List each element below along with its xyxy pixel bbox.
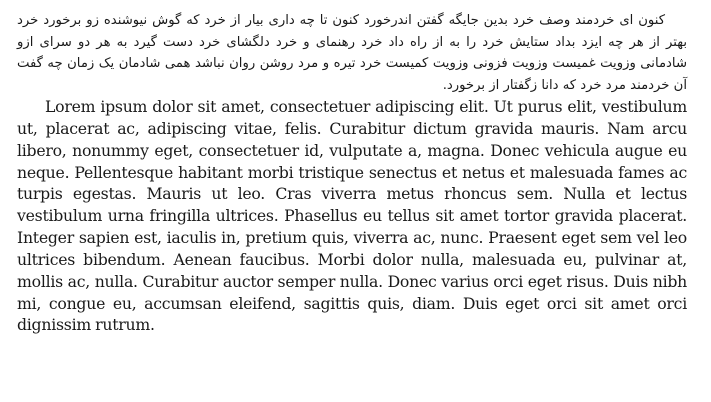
persian-paragraph: کنون ای خردمند وصف خرد بدین جایگه گفتن اندرخورد کنون تا چه داری بیار از خرد که گوش نیوشنده زو برخورد خرد بهتر از هر چه ایزد بداد ستایش خرد را به از راه داد خرد رهنمای و خرد دلگشای خرد دست گیرد به هر دو سرای ازو شادمانی وزویت غمیست وزویت فزونی وزویت کمیست خرد تیره و مرد روشن روان نباشد همی شادمان یک زمان چه گفت آن خردمند مرد خرد که دانا زگفتار از برخورد. [17,13,687,93]
latin-paragraph: Lorem ipsum dolor sit amet, consectetuer adipiscing elit. Ut purus elit, vestibulum ut, placerat ac, adipiscing vitae, felis. Curabitur dictum gravida mauris. Nam arcu libero, nonummy eget, consectetuer id, vulputate a, magna. Donec vehicula augue eu neque. Pellentesque habitant morbi tristique senectus et netus et malesuada fames ac turpis egestas. Mauris ut leo. Cras viverra metus rhoncus sem. Nulla et lectus vestibulum urna fringilla ultrices. Phasellus eu tellus sit amet tortor gravida placerat. Integer sapien est, iaculis in, pretium quis, viverra ac, nunc. Praesent eget sem vel leo ultrices bibendum. Aenean faucibus. Morbi dolor nulla, malesuada eu, pulvinar at, mollis ac, nulla. Curabitur auctor semper nulla. Donec varius orci eget risus. Duis nibh mi, congue eu, accumsan eleifend, sagittis quis, diam. Duis eget orci sit amet orci dignissim rutrum. [17,97,687,335]
document-page [17,10,687,336]
